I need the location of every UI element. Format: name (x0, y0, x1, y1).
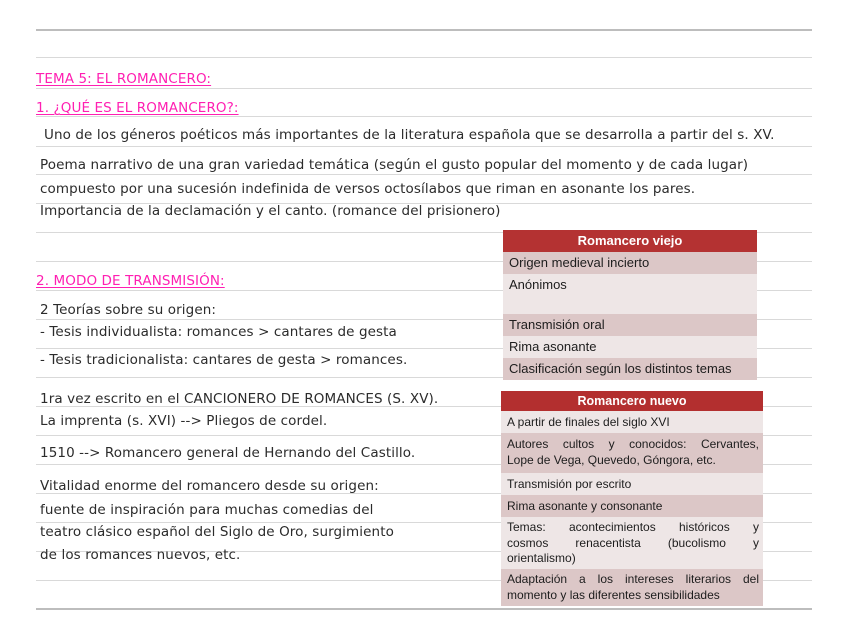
row-line: momento y las diferentes sensibilidades (507, 587, 720, 602)
transmision-line: - Tesis individualista: romances > cantares de gesta (40, 324, 397, 340)
table-row: Anónimos (503, 274, 757, 314)
row-line: Lope de Vega, Quevedo, Góngora, etc. (507, 453, 716, 467)
table-row (501, 495, 763, 517)
rule (36, 146, 812, 147)
table-header: Romancero nuevo (501, 391, 763, 411)
escrito-line: La imprenta (s. XVI) --> Pliegos de cordel. (40, 413, 328, 429)
rule (36, 88, 812, 89)
row-line: Autores cultos y conocidos: Cervantes, (507, 437, 759, 451)
row-line: A partir de finales del siglo XVI (507, 415, 670, 429)
vitalidad-line: de los romances nuevos, etc. (40, 547, 241, 563)
row-line: Transmisión por escrito (507, 477, 632, 491)
heading-transmision: 2. MODO DE TRANSMISIÓN: (36, 273, 225, 289)
transmision-line: 2 Teorías sobre su origen: (40, 302, 217, 318)
vitalidad-line: Vitalidad enorme del romancero desde su origen: (40, 478, 379, 494)
rule (36, 174, 812, 175)
table-row: Origen medieval incierto (503, 252, 757, 274)
romancero-viejo-table (503, 230, 757, 380)
vitalidad-line: fuente de inspiración para muchas comedias del (40, 502, 374, 518)
paragraph-definition: Uno de los géneros poéticos más importantes de la literatura española que se desarrolla a partir del s. XV. (44, 127, 775, 143)
fecha-line: 1510 --> Romancero general de Hernando del Castillo. (40, 445, 416, 461)
table-header: Romancero viejo (503, 230, 757, 252)
vitalidad-line: teatro clásico español del Siglo de Oro, surgimiento (40, 524, 394, 540)
paragraph-line: compuesto por una sucesión indefinida de versos octosílabos que riman en asonante los pares. (40, 181, 696, 197)
table-row (501, 411, 763, 433)
table-row: Transmisión oral (503, 314, 757, 336)
heading-que-es: 1. ¿QUÉ ES EL ROMANCERO?: (36, 100, 239, 116)
romancero-nuevo-table (501, 391, 763, 606)
rule (36, 57, 812, 58)
row-line: orientalismo) (507, 551, 576, 565)
transmision-line: - Tesis tradicionalista: cantares de gesta > romances. (40, 352, 408, 368)
bottom-rule (36, 608, 812, 610)
table-row: Clasificación según los distintos temas (503, 358, 757, 380)
rule (36, 116, 812, 117)
table-row (501, 433, 763, 473)
paragraph-line: Poema narrativo de una gran variedad temática (según el gusto popular del momento y de cada lugar) (40, 157, 749, 173)
table-row (501, 569, 763, 606)
row-line: Rima asonante y consonante (507, 499, 663, 513)
heading-tema: TEMA 5: EL ROMANCERO: (36, 71, 212, 87)
paragraph-line: Importancia de la declamación y el canto. (romance del prisionero) (40, 203, 501, 219)
row-line: Adaptación a los intereses literarios del (507, 572, 759, 586)
table-row: Rima asonante (503, 336, 757, 358)
row-line: Temas: acontecimientos históricos y (507, 520, 759, 534)
row-line: cosmos renacentista (bucolismo y (507, 535, 759, 550)
escrito-line: 1ra vez escrito en el CANCIONERO DE ROMANCES (S. XV). (40, 391, 439, 407)
table-row (501, 473, 763, 495)
table-row (501, 517, 763, 569)
top-rule (36, 29, 812, 31)
